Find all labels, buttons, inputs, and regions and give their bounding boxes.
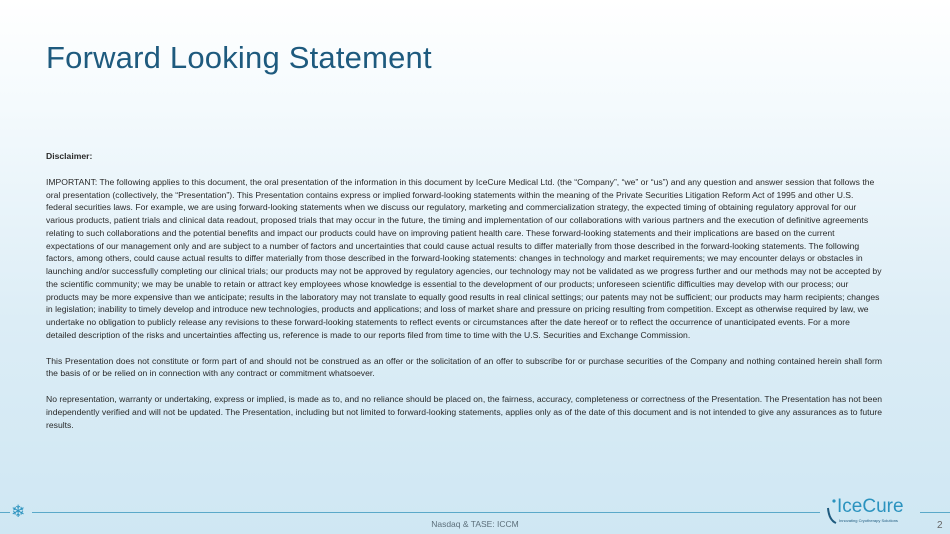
footer-divider <box>920 512 950 513</box>
logo-name: IceCure <box>837 496 904 517</box>
logo-tagline: Innovating Cryotherapy Solutions <box>839 518 898 523</box>
icecure-logo <box>825 498 917 526</box>
exchange-ticker: Nasdaq & TASE: ICCM <box>431 519 519 529</box>
page-title: Forward Looking Statement <box>46 40 432 75</box>
page-number: 2 <box>937 520 943 531</box>
paragraph-no-representation: No representation, warranty or undertaking, express or implied, is made as to, and no reliance should be placed on, the fairness, accuracy, completeness or correctness of the Presentation. The Presentation has not been independently verified and will not be updated. The Presentation, including but not limited to forward-looking statements, applies only as of the date of this document and is not intended to give any assurances as to future results. <box>46 394 882 430</box>
disclaimer-body <box>46 150 882 444</box>
paragraph-forward-looking: IMPORTANT: The following applies to this document, the oral presentation of the information in this document by IceCure Medical Ltd. (the “Company”, “we” or “us”) and any question and answer session that follows the oral presentation (collectively, the “Presentation”). This Presentation contains express or implied forward-looking statements within the meaning of the Private Securities Litigation Reform Act of 1995 and other U.S. federal securities laws. For example, we are using forward-looking statements when we discuss our regulatory, marketing and commercialization strategy, the expected timing of obtaining regulatory approval for our various products, patient trials and clinical data readout, proposed trials that may occur in the future, the timing and implementation of our collaborations with various partners and the execution of definitive agreements relating to such collaborations and the potential benefits and impact our products could have on improving patient health care. These forward-looking statements and their implications are based on the current expectations of our management only and are subject to a number of factors and uncertainties that could cause actual results to differ materially from those described in the forward-looking statements. The following factors, among others, could cause actual results to differ materially from those described in the forward-looking statements: changes in technology and market requirements; we may encounter delays or obstacles in launching and/or successfully completing our clinical trials; our products may not be approved by regulatory agencies, our technology may not be validated as we progress further and our methods may not be accepted by the scientific community; we may be unable to retain or attract key employees whose knowledge is essential to the development of our products; unforeseen scientific difficulties may develop with our process; our products may be more expensive than we anticipate; results in the laboratory may not translate to equally good results in real clinical settings; our patents may not be sufficient; our products may harm recipients; changes in legislation; inability to timely develop and introduce new technologies, products and applications; and loss of market share and pressure on pricing resulting from competition. Except as otherwise required by law, we undertake no obligation to publicly release any revisions to these forward-looking statements to reflect events or circumstances after the date hereof or to reflect the occurrence of unanticipated events. For a more detailed description of the risks and uncertainties affecting us, reference is made to our reports filed from time to time with the U.S. Securities and Exchange Commission. <box>46 176 882 340</box>
disclaimer-label: Disclaimer: <box>46 151 93 161</box>
footer-divider <box>0 512 10 513</box>
footer-divider <box>32 512 820 513</box>
paragraph-no-offer: This Presentation does not constitute or form part of and should not be construed as an offer or the solicitation of an offer to subscribe for or purchase securities of the Company and nothing contained herein shall form the basis of or be relied on in connection with any contract or commitment whatsoever. <box>46 355 882 379</box>
snowflake-icon: ❄ <box>11 502 26 521</box>
